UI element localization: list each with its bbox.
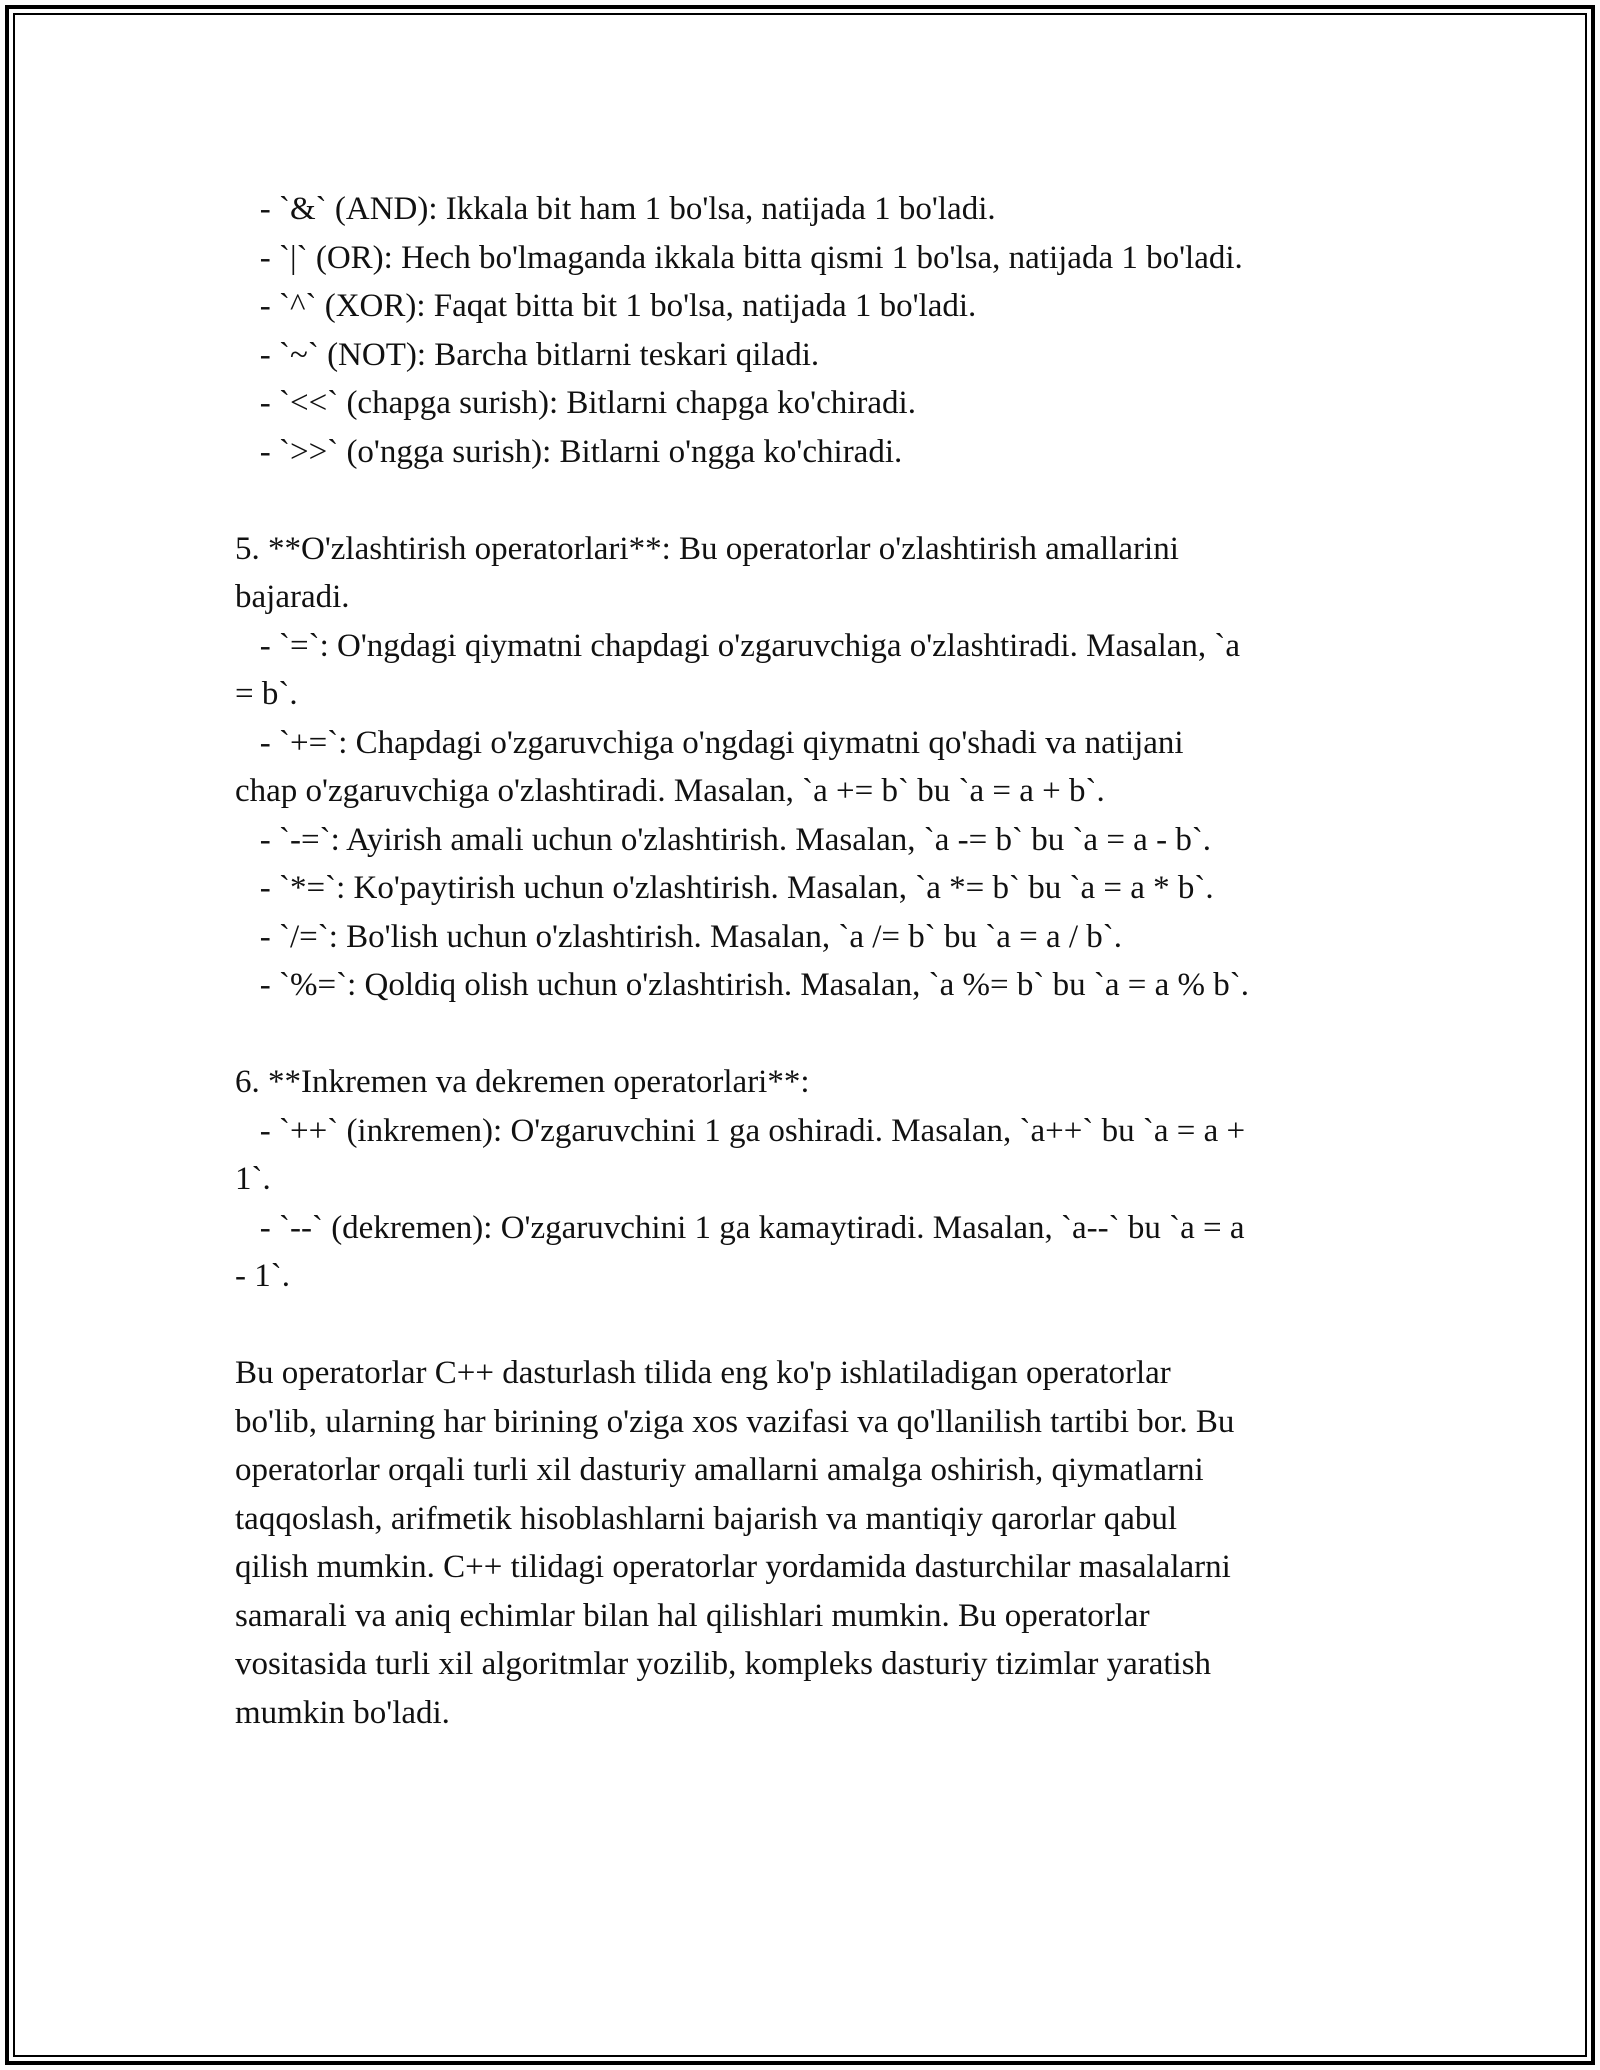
text-line: - `>>` (o'ngga surish): Bitlarni o'ngga ko'chiradi. bbox=[235, 433, 903, 470]
text-line: - `&` (AND): Ikkala bit ham 1 bo'lsa, natijada 1 bo'ladi. bbox=[235, 191, 996, 227]
text-line: - `=`: O'ngdagi qiymatni chapdagi o'zgaruvchiga o'zlashtiradi. Masalan, `a bbox=[235, 627, 1241, 664]
paragraph-line: samarali va aniq echimlar bilan hal qilishlari mumkin. Bu operatorlar bbox=[235, 1597, 1150, 1634]
text-line: - `~` (NOT): Barcha bitlarni teskari qiladi. bbox=[235, 336, 820, 373]
paragraph-line: operatorlar orqali turli xil dasturiy amallarni amalga oshirish, qiymatlarni bbox=[235, 1452, 1204, 1488]
section-heading-line: 5. **O'zlashtirish operatorlari**: Bu operatorlar o'zlashtirish amallarini bbox=[235, 530, 1179, 567]
paragraph-line: vositasida turli xil algoritmlar yozilib, kompleks dasturiy tizimlar yaratish bbox=[235, 1646, 1212, 1682]
text-line: - `++` (inkremen): O'zgaruvchini 1 ga oshiradi. Masalan, `a++` bu `a = a + bbox=[235, 1112, 1246, 1149]
paragraph-line: qilish mumkin. C++ tilidagi operatorlar yordamida dasturchilar masalalarni bbox=[235, 1549, 1231, 1585]
blank-line bbox=[235, 476, 1365, 525]
text-line: 1`. bbox=[235, 1161, 271, 1197]
text-line: - `%=`: Qoldiq olish uchun o'zlashtirish. Masalan, `a %= b` bu `a = a % b`. bbox=[235, 967, 1249, 1003]
blank-line bbox=[235, 1010, 1365, 1059]
section-heading-line: 6. **Inkremen va dekremen operatorlari**: bbox=[235, 1064, 810, 1100]
text-line: bajaradi. bbox=[235, 579, 350, 615]
document-body bbox=[235, 185, 1365, 1737]
text-line: - `-=`: Ayirish amali uchun o'zlashtirish. Masalan, `a -= b` bu `a = a - b`. bbox=[235, 821, 1212, 858]
paragraph-line: mumkin bo'ladi. bbox=[235, 1694, 450, 1731]
text-line: - `*=`: Ko'paytirish uchun o'zlashtirish. Masalan, `a *= b` bu `a = a * b`. bbox=[235, 870, 1214, 906]
paragraph-line: taqqoslash, arifmetik hisoblashlarni bajarish va mantiqiy qarorlar qabul bbox=[235, 1500, 1178, 1537]
text-line: = b`. bbox=[235, 676, 298, 712]
text-line: - `|` (OR): Hech bo'lmaganda ikkala bitta qismi 1 bo'lsa, natijada 1 bo'ladi. bbox=[235, 239, 1243, 276]
text-line: - 1`. bbox=[235, 1258, 290, 1294]
text-line: - `+=`: Chapdagi o'zgaruvchiga o'ngdagi qiymatni qo'shadi va natijani bbox=[235, 724, 1184, 761]
blank-line bbox=[235, 1301, 1365, 1350]
paragraph-line: bo'lib, ularning har birining o'ziga xos vazifasi va qo'llanilish tartibi bor. Bu bbox=[235, 1403, 1235, 1440]
text-line: - `^` (XOR): Faqat bitta bit 1 bo'lsa, natijada 1 bo'ladi. bbox=[235, 288, 977, 324]
text-line: chap o'zgaruvchiga o'zlashtiradi. Masalan, `a += b` bu `a = a + b`. bbox=[235, 773, 1105, 809]
text-line: - `<<` (chapga surish): Bitlarni chapga ko'chiradi. bbox=[235, 385, 916, 421]
paragraph-line: Bu operatorlar C++ dasturlash tilida eng ko'p ishlatiladigan operatorlar bbox=[235, 1355, 1171, 1391]
text-line: - `/=`: Bo'lish uchun o'zlashtirish. Masalan, `a /= b` bu `a = a / b`. bbox=[235, 918, 1123, 955]
text-line: - `--` (dekremen): O'zgaruvchini 1 ga kamaytiradi. Masalan, `a--` bu `a = a bbox=[235, 1209, 1245, 1246]
